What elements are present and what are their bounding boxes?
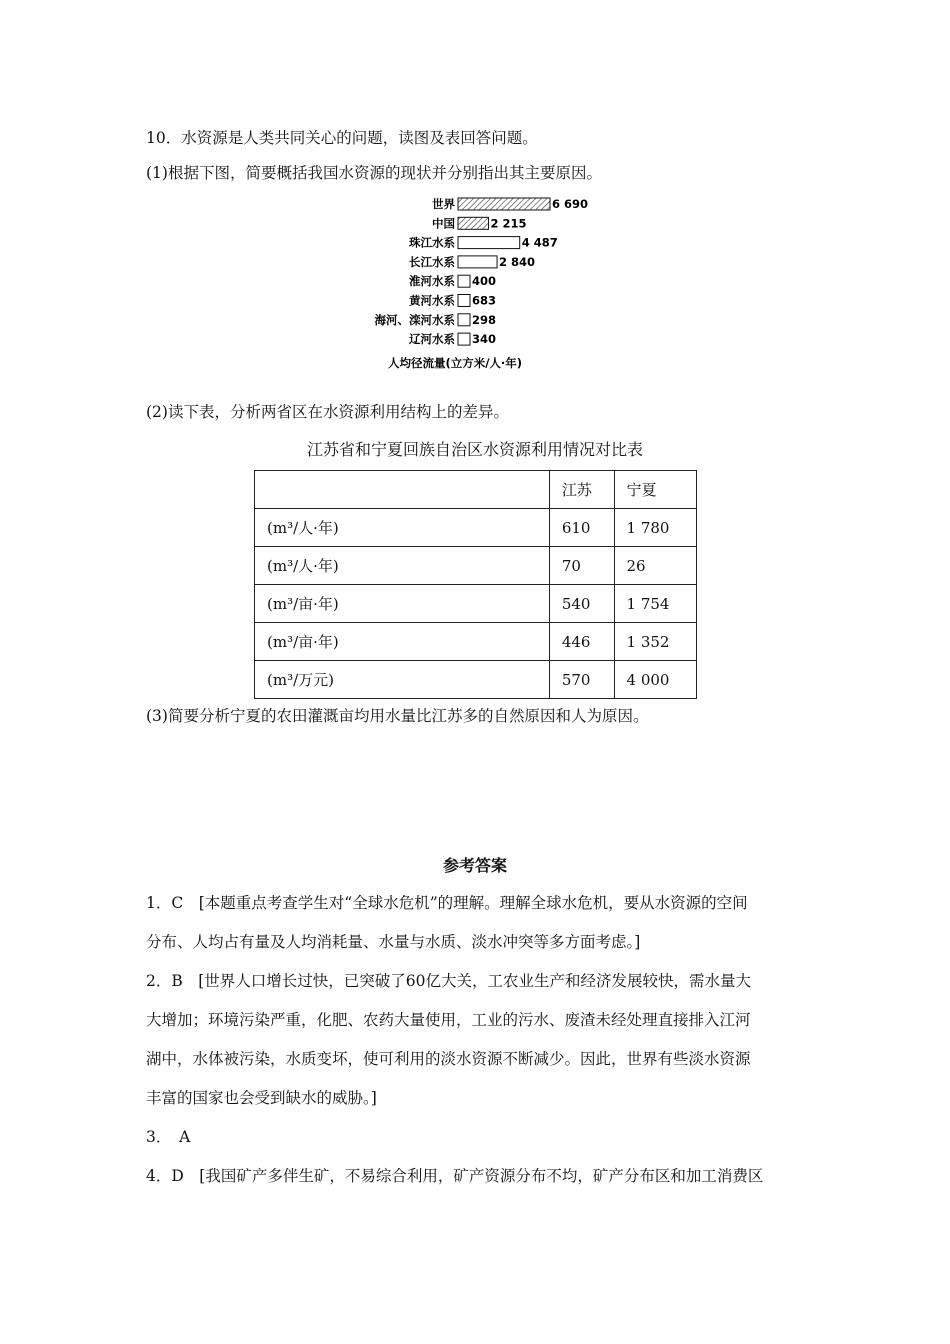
bar [458,256,497,268]
bar [458,275,470,287]
table-row [255,661,697,699]
table-row [255,623,697,661]
bar-category-label: 辽河水系 [409,332,455,347]
table-row [255,585,697,623]
bar-value-label: 683 [472,293,497,308]
chart-xlabel: 人均径流量(立方米/人·年) [387,356,523,370]
answers-heading: 参考答案 [442,856,507,875]
table-caption: 江苏省和宁夏回族自治区水资源利用情况对比表 [306,440,643,459]
header-cell [255,471,550,509]
answer-line: 3． A [146,1128,191,1146]
bar-category-label: 淮河水系 [409,274,455,289]
question-title: 10．水资源是人类共同关心的问题，读图及表回答问题。 [146,129,538,147]
bar-category-label: 黄河水系 [409,293,455,308]
cell-ningxia: 1 352 [614,623,696,661]
bar-value-label: 6 690 [552,197,589,211]
answer-line: 大增加；环境污染严重，化肥、农药大量使用，工业的污水、废渣未经处理直接排入江河 [146,1011,751,1029]
answer-line: 丰富的国家也会受到缺水的威胁。] [146,1089,377,1107]
bar [458,217,488,229]
answer-line: 4．D [我国矿产多伴生矿，不易综合利用，矿产资源分布不均，矿产分布区和加工消费区 [146,1167,764,1185]
header-cell-jiangsu: 江苏 [549,471,614,509]
question-part-3: (3)简要分析宁夏的农田灌溉亩均用水量比江苏多的自然原因和人为原因。 [146,707,649,725]
bar [458,295,470,307]
comparison-table [254,470,697,699]
cell-ningxia: 4 000 [614,661,696,699]
answer-line: 1．C [本题重点考查学生对“全球水危机”的理解。理解全球水危机，要从水资源的空间 [146,894,748,912]
header-cell-ningxia: 宁夏 [614,471,696,509]
cell-jiangsu: 70 [549,547,614,585]
runoff-bar-chart [355,192,615,377]
question-part-2: (2)读下表，分析两省区在水资源利用结构上的差异。 [146,403,509,421]
row-label: (m³/万元) [255,661,550,699]
bar-value-label: 298 [472,312,497,327]
table-header-row [255,471,697,509]
cell-jiangsu: 446 [549,623,614,661]
cell-jiangsu: 570 [549,661,614,699]
cell-ningxia: 1 780 [614,509,696,547]
cell-jiangsu: 540 [549,585,614,623]
table-row [255,547,697,585]
answer-line: 分布、人均占有量及人均消耗量、水量与水质、淡水冲突等多方面考虑。] [146,933,641,951]
cell-jiangsu: 610 [549,509,614,547]
bar-value-label: 340 [472,332,497,347]
bar-value-label: 2 840 [499,254,536,269]
cell-ningxia: 1 754 [614,585,696,623]
bar [458,198,550,210]
bar-category-label: 珠江水系 [409,235,455,250]
bar-value-label: 2 215 [490,216,527,231]
bar [458,333,470,345]
bar-category-label: 长江水系 [409,254,455,269]
question-part-1: (1)根据下图，简要概括我国水资源的现状并分别指出其主要原因。 [146,164,602,182]
cell-ningxia: 26 [614,547,696,585]
answer-line: 湖中，水体被污染，水质变坏，使可利用的淡水资源不断减少。因此，世界有些淡水资源 [146,1050,751,1068]
bar-category-label: 中国 [432,216,455,231]
bar-value-label: 4 487 [521,235,558,250]
row-label: (m³/亩·年) [255,623,550,661]
row-label: (m³/人·年) [255,547,550,585]
row-label: (m³/人·年) [255,509,550,547]
bar-value-label: 400 [472,274,497,289]
bar [458,314,470,326]
bar [458,237,520,249]
answer-line: 2．B [世界人口增长过快，已突破了60亿大关，工农业生产和经济发展较快，需水量大 [146,972,752,990]
bar-category-label: 世界 [432,197,455,211]
row-label: (m³/亩·年) [255,585,550,623]
bar-category-label: 海河、滦河水系 [374,312,455,327]
table-row [255,509,697,547]
